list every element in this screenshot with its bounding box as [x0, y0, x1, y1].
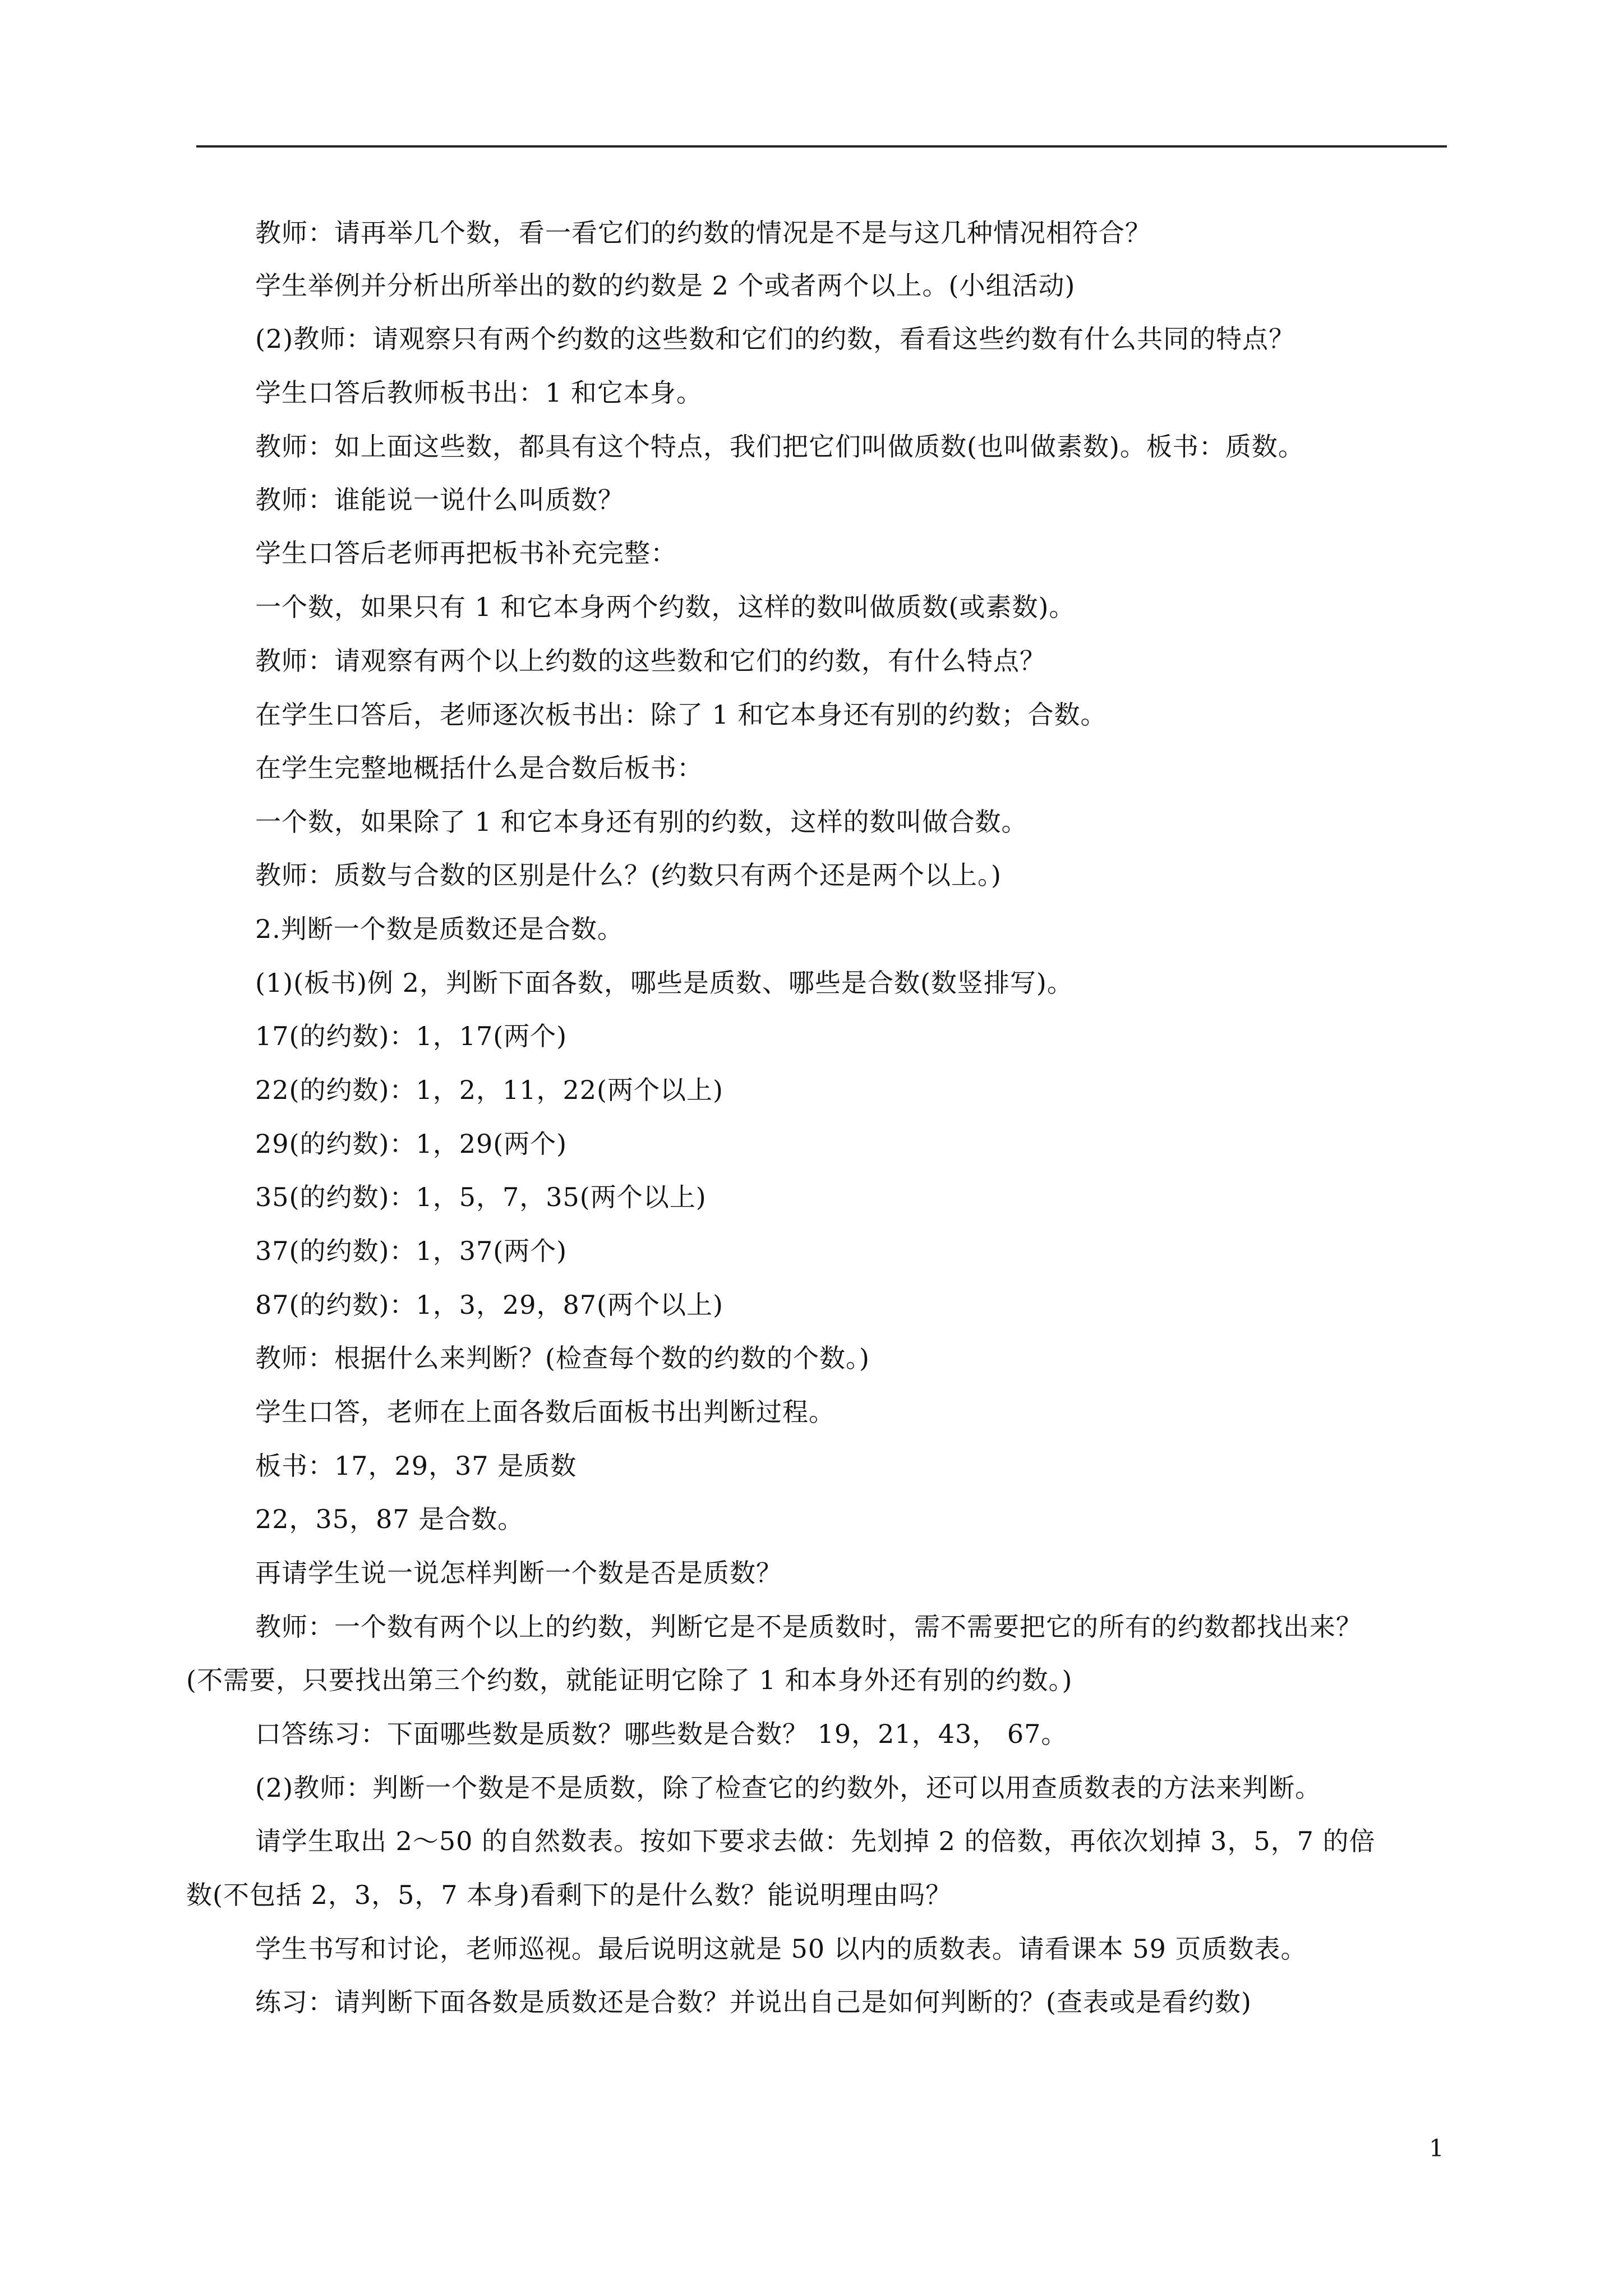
text-line: 在学生口答后，老师逐次板书出：除了 1 和它本身还有别的约数；合数。 — [255, 700, 1107, 730]
text-line: 学生举例并分析出所举出的数的约数是 2 个或者两个以上。(小组活动) — [255, 270, 1076, 301]
text-line: 87(的约数)：1，3，29，87(两个以上) — [255, 1290, 723, 1320]
text-line: 板书：17，29，37 是质数 — [255, 1451, 577, 1481]
text-line: 教师：质数与合数的区别是什么？(约数只有两个还是两个以上。) — [255, 860, 1002, 890]
text-line: 教师：根据什么来判断？(检查每个数的约数的个数。) — [255, 1343, 870, 1373]
text-line: 35(的约数)：1，5，7，35(两个以上) — [255, 1182, 707, 1212]
text-line: 再请学生说一说怎样判断一个数是否是质数？ — [255, 1558, 782, 1588]
text-line: 29(的约数)：1，29(两个) — [255, 1129, 568, 1159]
text-line: 2.判断一个数是质数还是合数。 — [255, 914, 624, 944]
text-line: 22(的约数)：1，2，11，22(两个以上) — [255, 1075, 723, 1105]
text-line: (不需要，只要找出第三个约数，就能证明它除了 1 和本身外还有别的约数。) — [186, 1665, 1073, 1695]
text-line: 一个数，如果除了 1 和它本身还有别的约数，这样的数叫做合数。 — [255, 807, 1028, 837]
text-line: 学生口答，老师在上面各数后面板书出判断过程。 — [255, 1397, 835, 1427]
text-line: 在学生完整地概括什么是合数后板书： — [255, 753, 703, 783]
text-line: 37(的约数)：1，37(两个) — [255, 1236, 568, 1266]
text-line: 口答练习：下面哪些数是质数？哪些数是合数？ 19，21，43， 67。 — [255, 1719, 1068, 1749]
text-line: 教师：一个数有两个以上的约数，判断它是不是质数时，需不需要把它的所有的约数都找出来？ — [255, 1612, 1362, 1642]
text-line: 请学生取出 2～50 的自然数表。按如下要求去做：先划掉 2 的倍数，再依次划掉 3，5，7 的倍 — [255, 1826, 1376, 1856]
text-line: 教师：谁能说一说什么叫质数？ — [255, 485, 624, 515]
text-line: 教师：如上面这些数，都具有这个特点，我们把它们叫做质数(也叫做素数)。板书：质数。 — [255, 431, 1304, 462]
text-line: 学生书写和讨论，老师巡视。最后说明这就是 50 以内的质数表。请看课本 59 页质数表。 — [255, 1934, 1307, 1964]
text-line: 17(的约数)：1，17(两个) — [255, 1021, 568, 1051]
text-line: 22，35，87 是合数。 — [255, 1504, 524, 1534]
text-line: (2)教师：请观察只有两个约数的这些数和它们的约数，看看这些约数有什么共同的特点？ — [255, 324, 1295, 354]
text-line: (1)(板书)例 2，判断下面各数，哪些是质数、哪些是合数(数竖排写)。 — [255, 968, 1073, 998]
text-line: 学生口答后老师再把板书补充完整： — [255, 538, 677, 568]
header-rule — [196, 145, 1447, 148]
text-line: 一个数，如果只有 1 和它本身两个约数，这样的数叫做质数(或素数)。 — [255, 592, 1076, 622]
text-line: (2)教师：判断一个数是不是质数，除了检查它的约数外，还可以用查质数表的方法来判断。 — [255, 1773, 1322, 1803]
text-line: 教师：请再举几个数，看一看它们的约数的情况是不是与这几种情况相符合？ — [255, 218, 1151, 248]
page-number: 1 — [1429, 2134, 1444, 2162]
text-line: 数(不包括 2，3，5，7 本身)看剩下的是什么数？能说明理由吗？ — [186, 1880, 952, 1910]
text-line: 教师：请观察有两个以上约数的这些数和它们的约数，有什么特点？ — [255, 646, 1046, 676]
text-line: 学生口答后教师板书出：1 和它本身。 — [255, 378, 703, 408]
text-line: 练习：请判断下面各数是质数还是合数？并说出自己是如何判断的？(查表或是看约数) — [255, 1987, 1252, 2017]
